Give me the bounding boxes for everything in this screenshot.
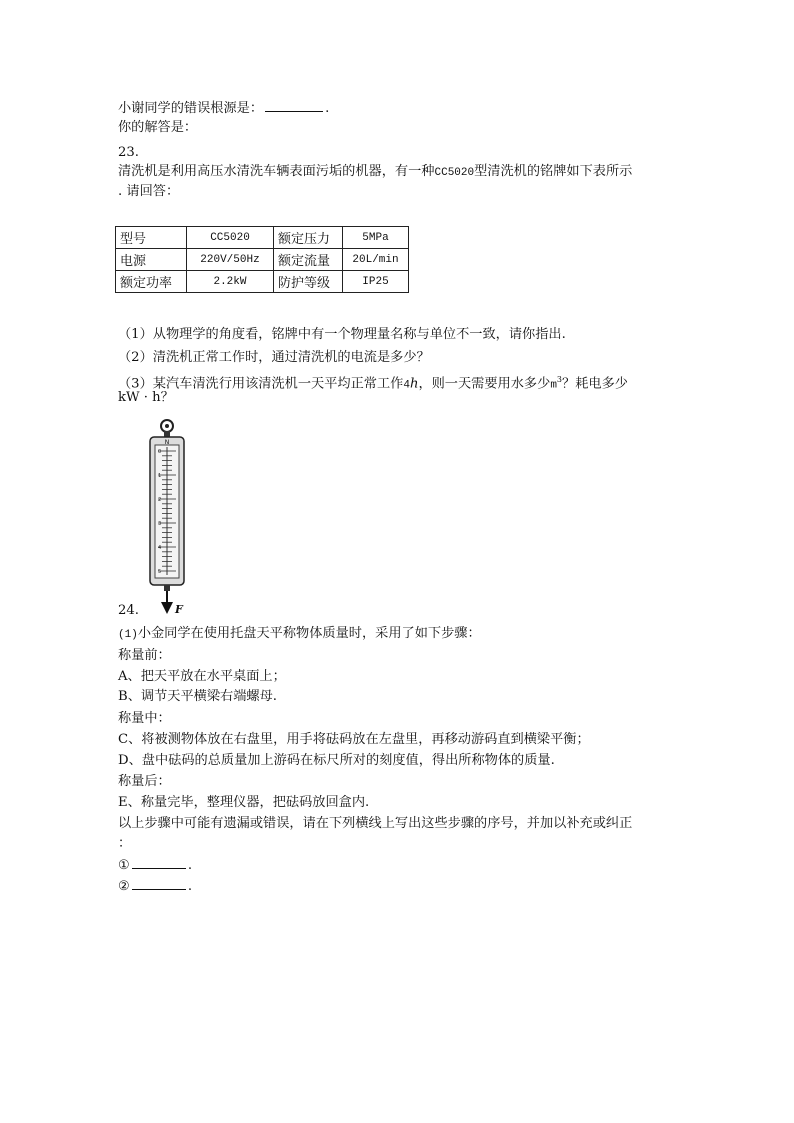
q24-instruction-line2: ： [118, 836, 132, 851]
period: . [187, 879, 193, 894]
table-row [116, 249, 409, 271]
q24-intro-text: 小金同学在使用托盘天平称物体质量时，采用了如下步骤： [137, 626, 481, 641]
q22-error-source-prefix: 小谢同学的错误根源是： [118, 101, 264, 116]
q23-sub3-text-a: （3）某汽车清洗行用该清洗机一天平均正常工作 [118, 376, 404, 392]
spring-scale-figure [145, 417, 195, 615]
scale-number: 0 [158, 449, 162, 455]
q24-intro [118, 625, 481, 644]
table-cell: 额定功率 [116, 271, 187, 293]
q23-sub3-hours: 4 [403, 379, 410, 392]
table-cell: 20L/min [343, 249, 409, 271]
q24-number: 24. [118, 603, 139, 618]
q24-step-b: B、调节天平横梁右端螺母. [118, 689, 277, 704]
q24-during-label: 称量中： [118, 711, 171, 726]
table-cell: CC5020 [187, 227, 274, 249]
q24-answer-blank-2[interactable] [132, 877, 186, 890]
q23-intro-line1 [118, 163, 632, 182]
q23-sub2: （2）清洗机正常工作时，通过清洗机的电流是多少？ [118, 350, 430, 365]
q23-sub3-line2: kW · h？ [118, 390, 174, 405]
answer-mark: ② [118, 879, 130, 894]
scale-number: 3 [158, 521, 162, 527]
scale-unit-label: N [164, 439, 170, 446]
q24-after-label: 称量后： [118, 774, 171, 789]
q24-step-a: A、把天平放在水平桌面上； [118, 669, 286, 684]
answer-mark: ① [118, 858, 130, 873]
scale-number: 4 [158, 545, 162, 551]
q24-step-c: C、将被测物体放在右盘里，用手将砝码放在左盘里，再移动游码直到横梁平衡； [118, 732, 590, 747]
q22-answer-blank[interactable] [265, 99, 323, 112]
table-cell: 额定流量 [274, 249, 343, 271]
table-cell: 型号 [116, 227, 187, 249]
q24-step-e: E、称量完毕，整理仪器，把砝码放回盒内. [118, 795, 370, 810]
scale-number: 1 [158, 473, 162, 479]
q24-part1-mark: (1) [118, 629, 138, 641]
period: . [325, 101, 330, 116]
q23-sub3-unit-exp: 3 [556, 375, 563, 384]
ring-center [165, 424, 169, 428]
table-row [116, 227, 409, 249]
q24-before-label: 称量前： [118, 648, 171, 663]
period: . [187, 858, 193, 873]
q23-sub3-line1 [118, 371, 628, 394]
table-cell: 防护等级 [274, 271, 343, 293]
q23-intro-text-b: 型清洗机的铭牌如下表所示 [474, 164, 633, 179]
table-row [116, 271, 409, 293]
table-cell: 5MPa [343, 227, 409, 249]
table-cell: 220V/50Hz [187, 249, 274, 271]
q24-answer-blank-1[interactable] [132, 856, 186, 869]
hook-stem [164, 585, 170, 591]
q23-sub3-hour-unit: h [409, 376, 419, 392]
q22-error-source-line [118, 99, 329, 118]
q24-answer-line-2 [118, 877, 192, 896]
q23-number: 23. [118, 145, 139, 160]
table-cell: 2.2kW [187, 271, 274, 293]
q24-step-d: D、盘中砝码的总质量加上游码在标尺所对的刻度值，得出所称物体的质量. [118, 753, 555, 768]
table-cell: 额定压力 [274, 227, 343, 249]
force-label: F [175, 603, 183, 615]
table-cell: IP25 [343, 271, 409, 293]
table-cell: 电源 [116, 249, 187, 271]
q23-sub3-text-c: ？耗电多少 [562, 376, 628, 392]
q24-instruction-line1: 以上步骤中可能有遗漏或错误，请在下列横线上写出这些步骤的序号，并加以补充或纠正 [118, 816, 633, 831]
q23-sub3-unit-m: m [550, 379, 557, 392]
q24-answer-line-1 [118, 856, 192, 875]
scale-number: 5 [158, 569, 162, 575]
q23-intro-line2: . 请回答： [118, 184, 180, 199]
force-arrow-head-icon [161, 602, 173, 614]
hanger-stem [164, 431, 170, 437]
q23-intro-text-a: 清洗机是利用高压水清洗车辆表面污垢的机器，有一种 [118, 164, 435, 179]
q23-intro-model: CC5020 [434, 167, 475, 179]
q23-sub1: （1）从物理学的角度看，铭牌中有一个物理量名称与单位不一致，请你指出. [118, 327, 566, 342]
scale-number: 2 [158, 497, 162, 503]
q22-your-answer: 你的解答是： [118, 120, 198, 135]
q23-sub3-text-b: ，则一天需要用水多少 [418, 376, 551, 392]
spec-table [115, 226, 409, 293]
